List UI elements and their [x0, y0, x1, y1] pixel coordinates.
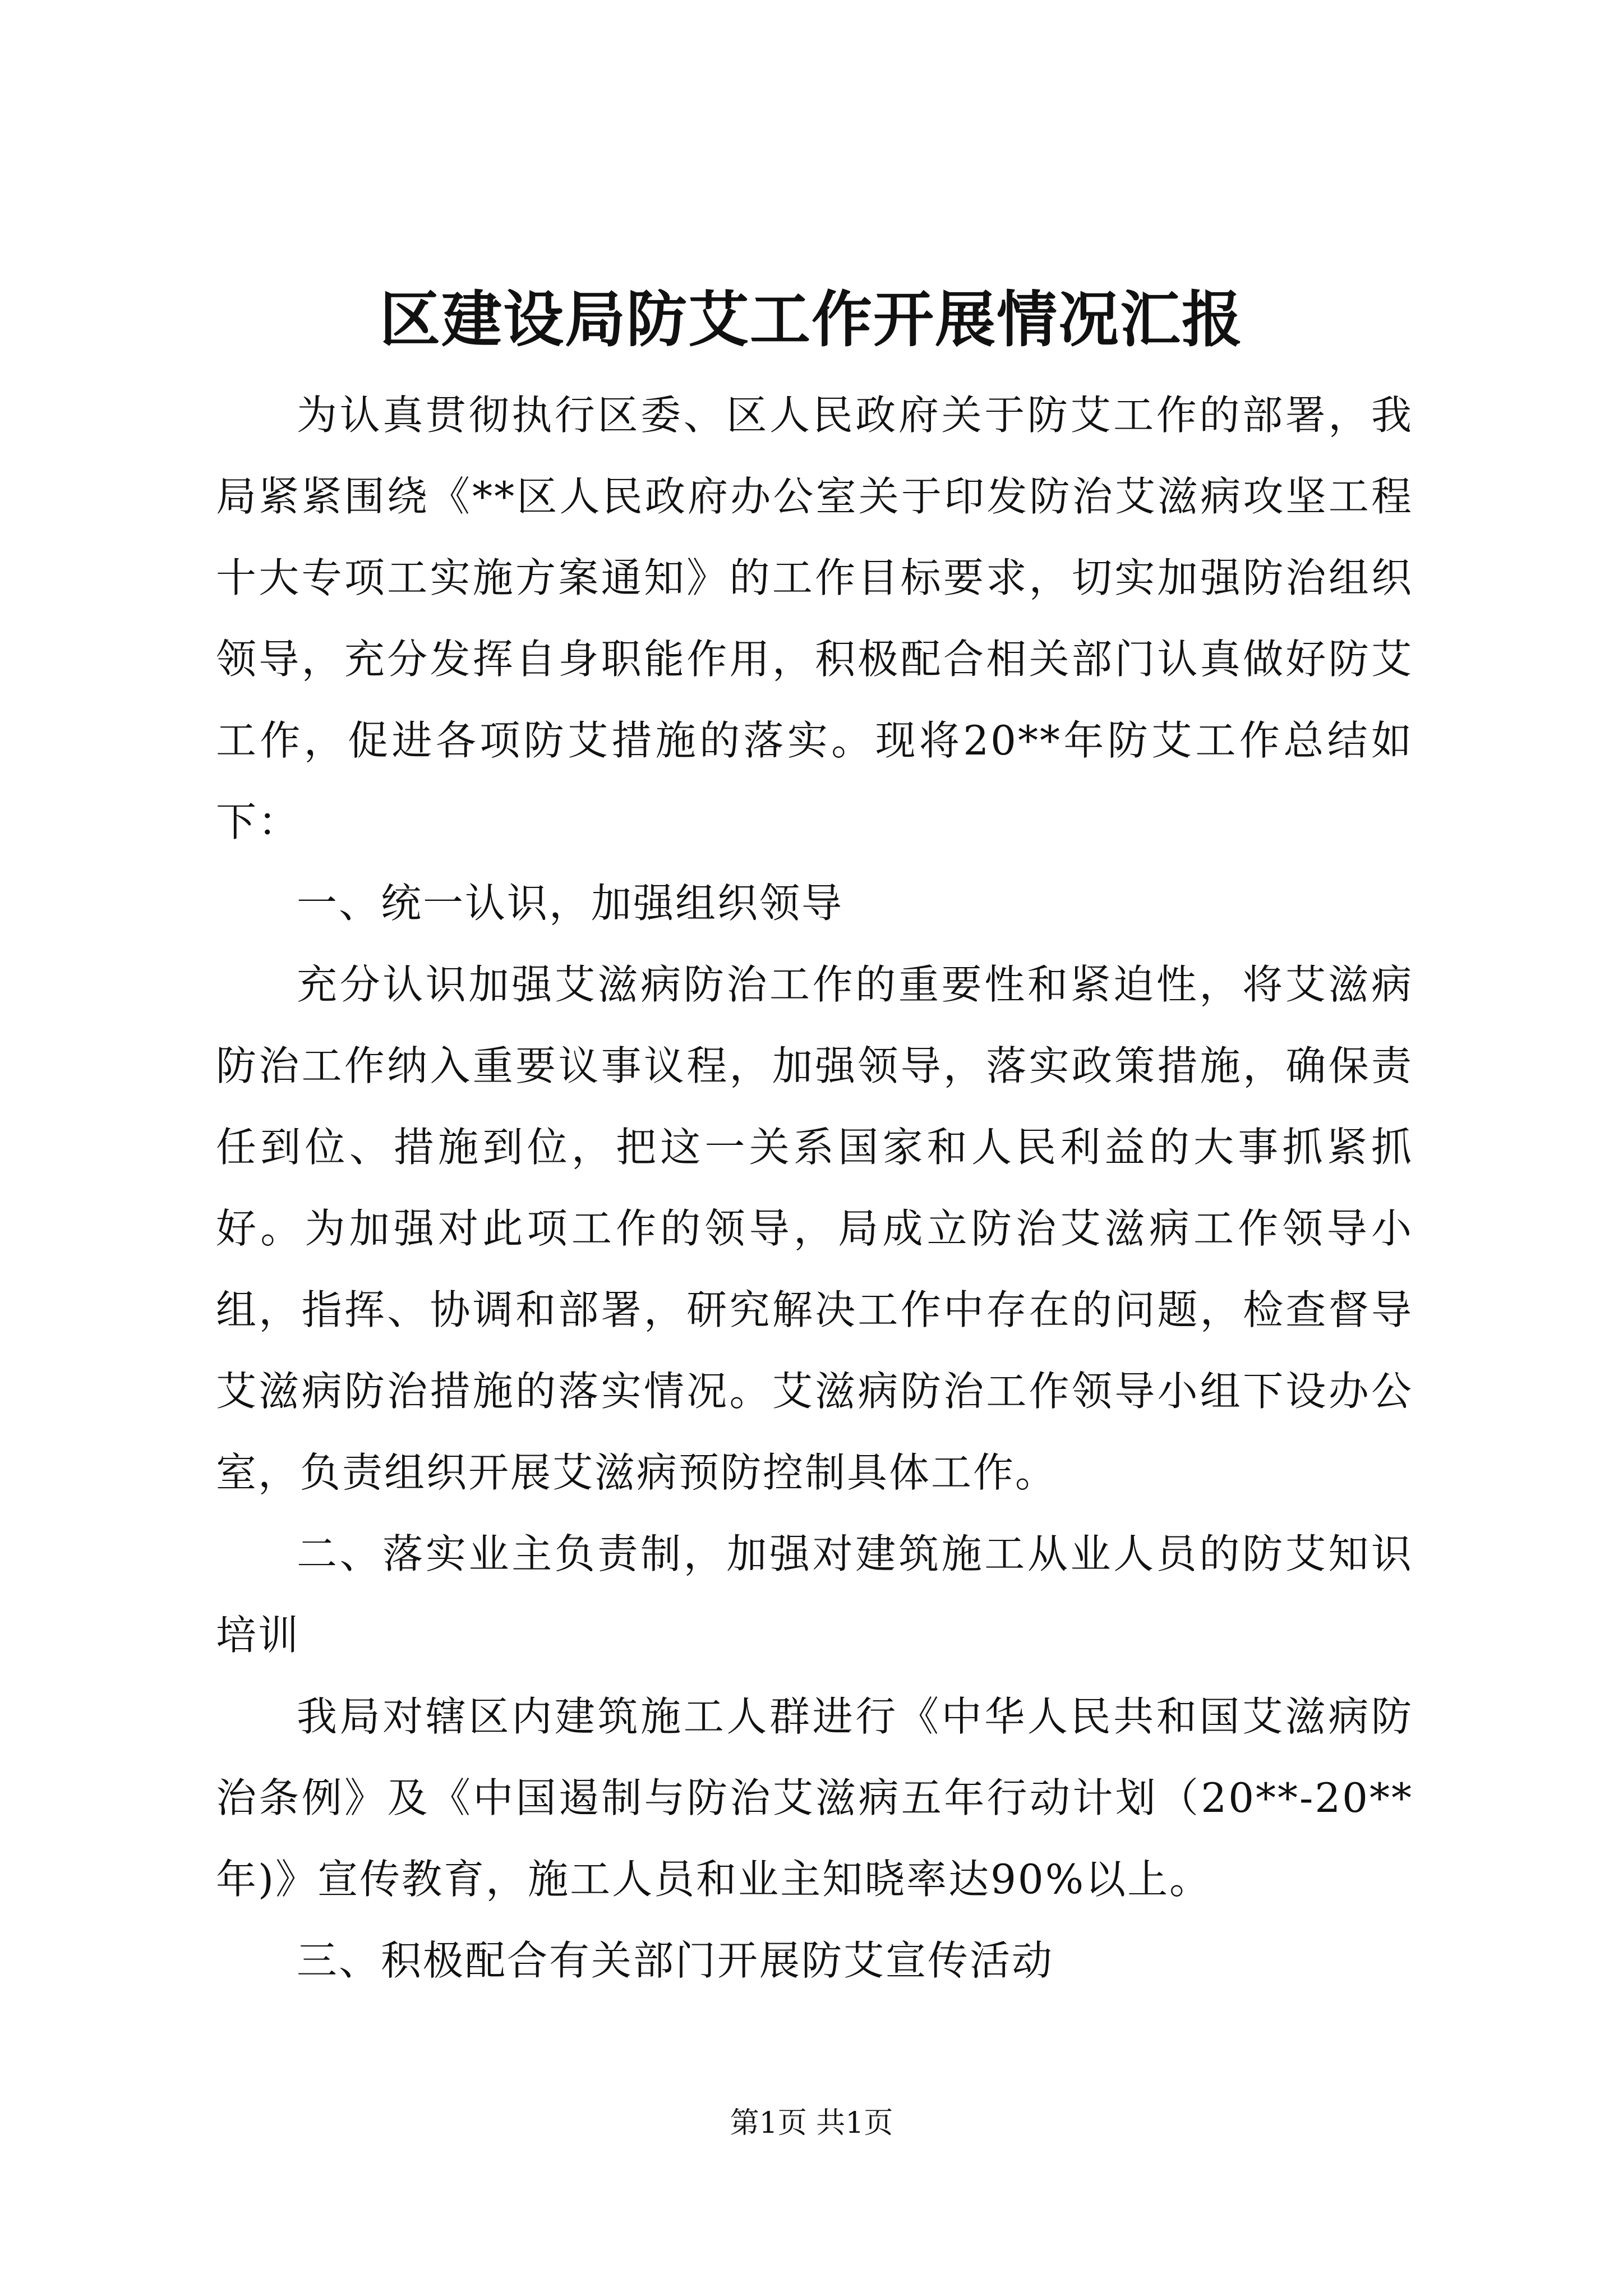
document-body — [216, 375, 1413, 2001]
page-number-footer: 第1页 共1页 — [730, 2106, 893, 2140]
section-2-paragraph: 我局对辖区内建筑施工人群进行《中华人民共和国艾滋病防治条例》及《中国遏制与防治艾滋病五年行动计划（20**-20**年)》宣传教育，施工人员和业主知晓率达90%以上。 — [216, 1693, 1413, 1903]
document-title: 区建设局防艾工作开展情况汇报 — [379, 284, 1243, 355]
section-heading-1: 一、统一认识，加强组织领导 — [297, 880, 844, 927]
section-1-paragraph: 充分认识加强艾滋病防治工作的重要性和紧迫性，将艾滋病防治工作纳入重要议事议程，加强领导，落实政策措施，确保责任到位、措施到位，把这一关系国家和人民利益的大事抓紧抓好。为加强对此项工作的领导，局成立防治艾滋病工作领导小组，指挥、协调和部署，研究解决工作中存在的问题，检查督导艾滋病防治措施的落实情况。艾滋病防治工作领导小组下设办公室，负责组织开展艾滋病预防控制具体工作。 — [216, 961, 1413, 1496]
intro-paragraph: 为认真贯彻执行区委、区人民政府关于防艾工作的部署，我局紧紧围绕《**区人民政府办公室关于印发防治艾滋病攻坚工程十大专项工实施方案通知》的工作目标要求，切实加强防治组织领导，充分发挥自身职能作用，积极配合相关部门认真做好防艾工作，促进各项防艾措施的落实。现将20**年防艾工作总结如下： — [216, 392, 1413, 845]
section-heading-3: 三、积极配合有关部门开展防艾宣传活动 — [297, 1937, 1054, 1984]
section-heading-2: 二、落实业主负责制，加强对建筑施工从业人员的防艾知识培训 — [216, 1530, 1413, 1659]
